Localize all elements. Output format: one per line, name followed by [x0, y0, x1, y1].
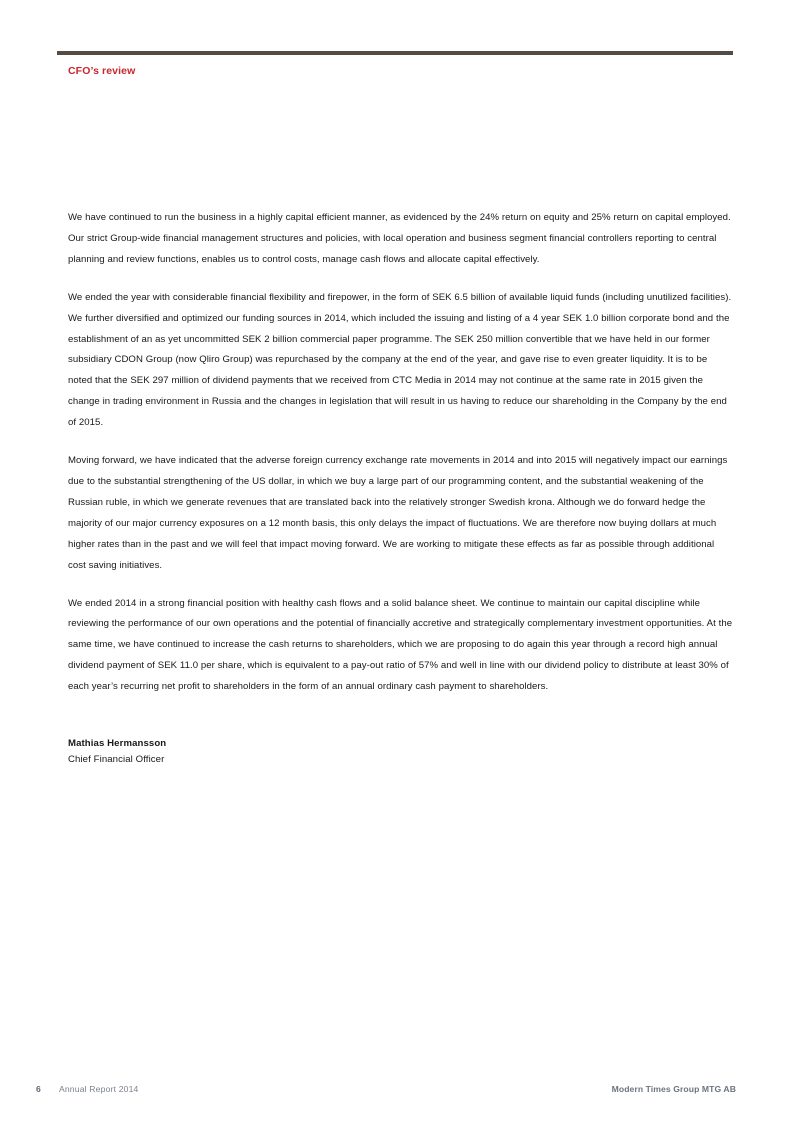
body-copy	[68, 208, 734, 698]
paragraph: We have continued to run the business in a highly capital efficient manner, as evidenced by the 24% return on equity and 25% return on capital employed. Our strict Group-wide financial management structures and policies, with local operation and business segment financial controllers reporting to central planning and review functions, enables us to control costs, manage cash flows and allocate capital effectively.	[68, 212, 731, 265]
paragraph: We ended 2014 in a strong financial position with healthy cash flows and a solid balance sheet. We continue to maintain our capital discipline while reviewing the performance of our own operations and the potential of financially accretive and strategically complementary investment opportunities. At the same time, we have continued to increase the cash returns to shareholders, which we are proposing to do again this year through a record high annual dividend payment of SEK 11.0 per share, which is equivalent to a pay-out ratio of 57% and well in line with our dividend policy to distribute at least 30% of each year’s recurring net profit to shareholders in the form of an annual ordinary cash payment to shareholders.	[68, 597, 733, 693]
signature-block	[68, 736, 468, 768]
signatory-role: Chief Financial Officer	[68, 754, 165, 765]
header-rule-divider	[57, 51, 733, 55]
signatory-name: Mathias Hermansson	[68, 738, 167, 749]
page-footer	[0, 1084, 800, 1104]
footer-page-number: 6	[36, 1084, 41, 1094]
page-title: CFO’s review	[68, 65, 136, 77]
paragraph: We ended the year with considerable financial flexibility and firepower, in the form of SEK 6.5 billion of available liquid funds (including unutilized facilities). We further diversified and optimized our funding sources in 2014, which included the issuing and listing of a 4 year SEK 1.0 billion corporate bond and the establishment of an as yet uncommitted SEK 2 billion commercial paper programme. The SEK 250 million convertible that we have held in our former subsidiary CDON Group (now Qliro Group) was repurchased by the company at the end of the year, and gave rise to even greater liquidity. It is to be noted that the SEK 297 million of dividend payments that we received from CTC Media in 2014 may not continue at the same rate in 2015 given the change in trading environment in Russia and the changes in legislation that will result in us having to reduce our shareholding in the Company by the end of 2015.	[68, 291, 732, 429]
footer-left-group	[36, 1084, 139, 1094]
footer-company-name: Modern Times Group MTG AB	[611, 1084, 736, 1094]
footer-document-title: Annual Report 2014	[58, 1084, 139, 1094]
paragraph: Moving forward, we have indicated that the adverse foreign currency exchange rate movements in 2014 and into 2015 will negatively impact our earnings due to the substantial strengthening of the US dollar, in which we buy a large part of our programming content, and the substantial weakening of the Russian ruble, in which we generate revenues that are translated back into the relatively stronger Swedish krona. Although we do forward hedge the majority of our major currency exposures on a 12 month basis, this only delays the impact of fluctuations. We are therefore now buying dollars at much higher rates than in the past and we will feel that impact moving forward. We are working to mitigate these effects as far as possible through additional cost saving initiatives.	[68, 455, 728, 571]
